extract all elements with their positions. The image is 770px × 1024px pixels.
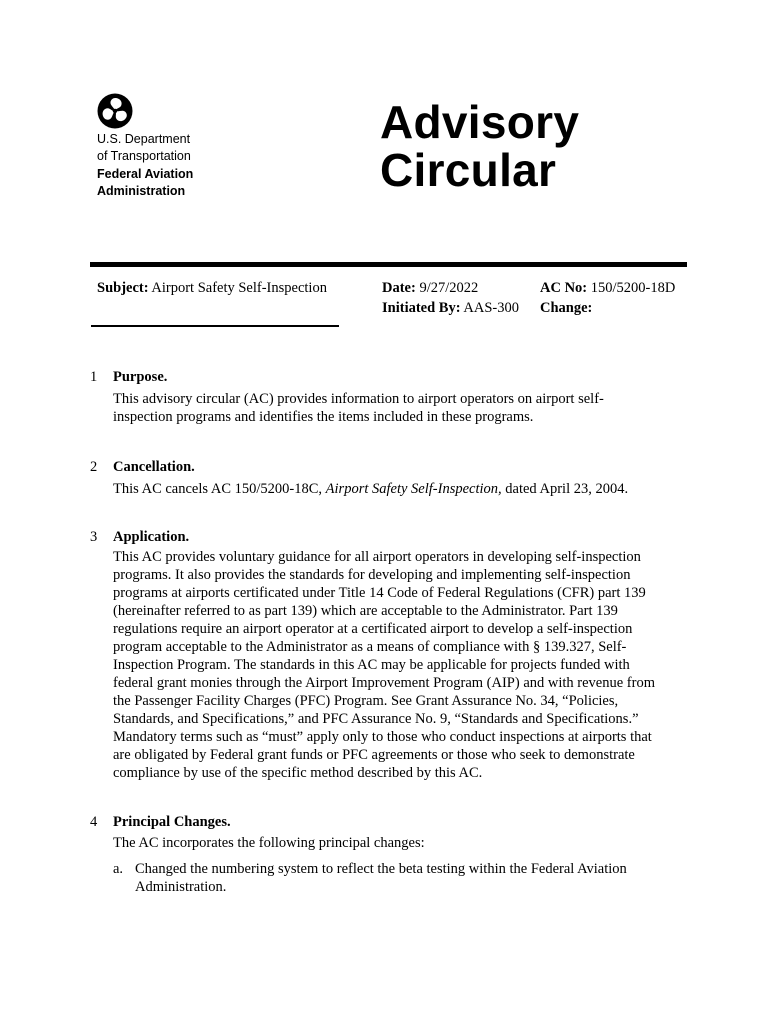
cancelled-ac-title: Airport Safety Self-Inspection, — [325, 481, 502, 497]
initiated-by-label: Initiated By: — [382, 300, 461, 316]
agency-line-administration: Administration — [97, 184, 186, 198]
agency-line-department: U.S. Department — [97, 132, 191, 146]
section-number: 3 — [90, 529, 98, 545]
body-line: programs. It also provides the standards for developing and implementing self-inspection — [113, 567, 631, 583]
body-line: programs at airports certificated under Title 14 Code of Federal Regulations (CFR) part 139 — [113, 585, 646, 601]
date-value: 9/27/2022 — [419, 280, 479, 296]
initiated-by-value: AAS-300 — [463, 300, 519, 316]
date-field — [382, 278, 478, 298]
cancellation-text: This AC cancels AC 150/5200-18C, — [113, 481, 326, 497]
change-field — [540, 298, 592, 318]
body-line: Standards, and Specifications,” and PFC Assurance No. 9, “Standards and Specifications.” — [113, 711, 639, 727]
section-heading-cancellation: Cancellation. — [113, 459, 195, 475]
dot-logo-icon — [97, 93, 133, 129]
body-line: Inspection Program. The standards in this AC may be applicable for projects funded with — [113, 657, 630, 673]
body-line: federal grant monies through the Airport Improvement Program (AIP) and with revenue from — [113, 675, 655, 691]
section-number: 1 — [90, 369, 98, 385]
body-line: inspection programs and identifies the items included in these programs. — [113, 409, 534, 425]
ac-number-field — [540, 278, 675, 298]
body-line: Mandatory terms such as “must” apply only to those who conduct inspections at airports that — [113, 729, 652, 745]
change-label: Change: — [540, 300, 593, 316]
body-line: The AC incorporates the following principal changes: — [113, 835, 425, 851]
list-item-line: Administration. — [135, 879, 227, 895]
ac-number-label: AC No: — [540, 280, 588, 296]
subject-underline — [91, 325, 339, 327]
list-item-letter: a. — [113, 861, 124, 877]
section-heading-principal-changes: Principal Changes. — [113, 814, 231, 830]
cancellation-date-text: dated April 23, 2004. — [501, 481, 629, 497]
section-heading-application: Application. — [113, 529, 190, 545]
initiated-by-field — [382, 298, 519, 318]
subject-field — [97, 278, 327, 298]
section-number: 2 — [90, 459, 98, 475]
section-heading-purpose: Purpose. — [113, 369, 168, 385]
list-item-line: Changed the numbering system to reflect the beta testing within the Federal Aviation — [135, 861, 627, 877]
agency-line-faa: Federal Aviation — [97, 167, 194, 181]
body-line: compliance by use of the specific method described by this AC. — [113, 765, 483, 781]
section-body-principal-changes — [113, 834, 691, 852]
section-body-cancellation — [113, 480, 691, 498]
date-label: Date: — [382, 280, 416, 296]
body-line: This advisory circular (AC) provides information to airport operators on airport self- — [113, 391, 604, 407]
body-line: This AC provides voluntary guidance for all airport operators in developing self-inspection — [113, 549, 641, 565]
section-body-application — [113, 548, 691, 782]
body-line — [113, 480, 691, 498]
body-line: program acceptable to the Administrator as a means of compliance with § 139.327, Self- — [113, 639, 627, 655]
body-line: (hereinafter referred to as part 139) which are acceptable to the Administrator. Part 139 — [113, 603, 618, 619]
body-line: are obligated by Federal grant funds or PFC agreements or those who seek to demonstrate — [113, 747, 635, 763]
subject-label: Subject: — [97, 280, 149, 296]
document-title-line-1: Advisory — [380, 96, 580, 148]
section-number: 4 — [90, 814, 98, 830]
section-body-purpose — [113, 390, 691, 426]
header-divider — [90, 262, 687, 267]
document-title-line-2: Circular — [380, 144, 557, 196]
subject-value: Airport Safety Self-Inspection — [151, 280, 327, 296]
body-line: the Passenger Facility Charges (PFC) Program. See Grant Assurance No. 34, “Policies, — [113, 693, 619, 709]
body-line: regulations require an airport operator at a certificated airport to develop a self-inspection — [113, 621, 633, 637]
list-item — [135, 860, 695, 896]
agency-line-transportation: of Transportation — [97, 149, 191, 163]
ac-number-value: 150/5200-18D — [590, 280, 676, 296]
